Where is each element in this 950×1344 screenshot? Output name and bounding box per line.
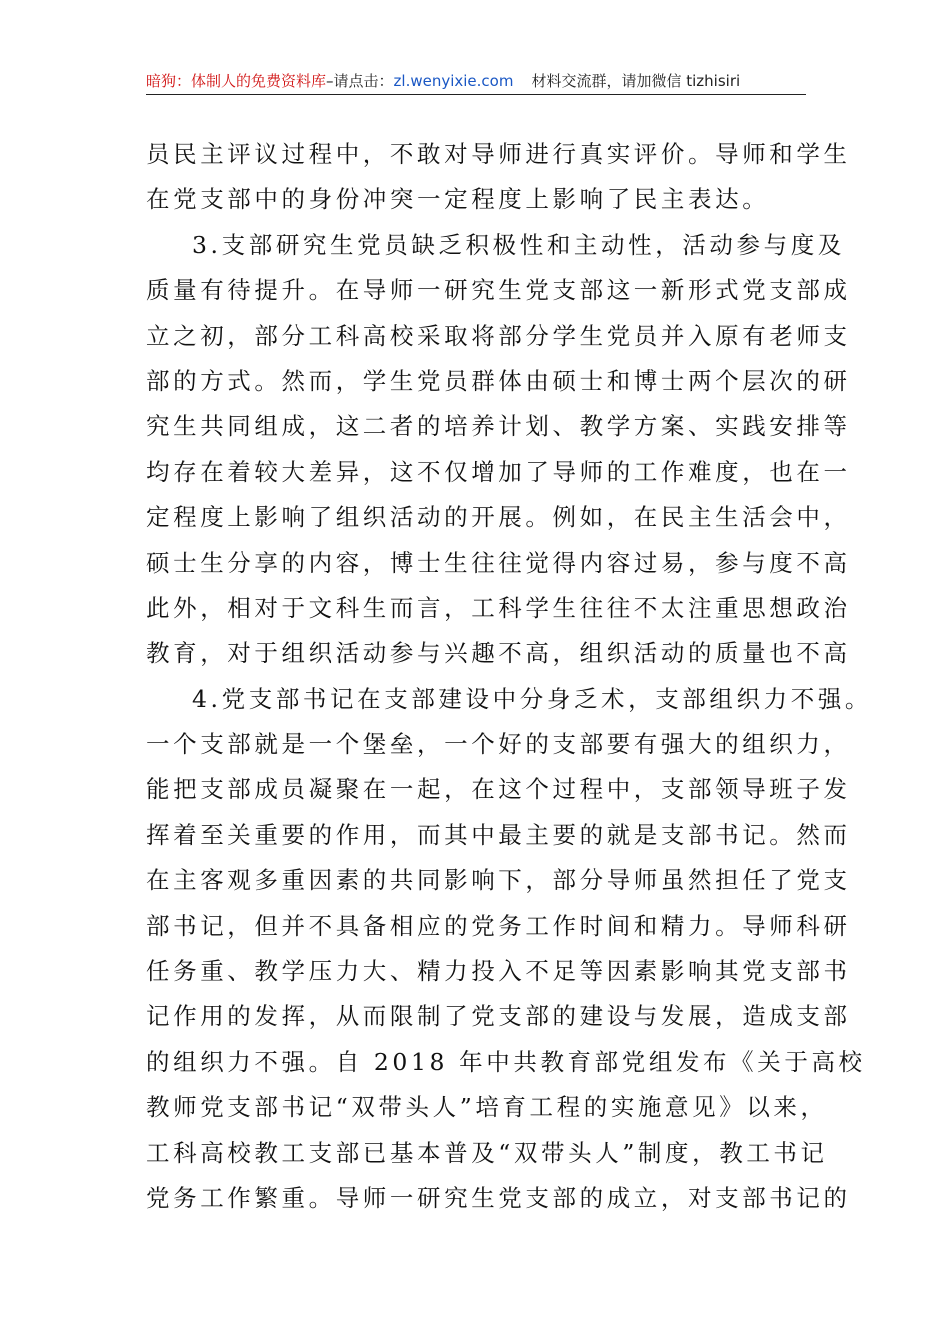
- text-line: 部书记，但并不具备相应的党务工作时间和精力。导师科研: [146, 911, 851, 940]
- text-line: 党务工作繁重。导师一研究生党支部的成立，对支部书记的: [146, 1183, 851, 1212]
- header-click-prompt: –请点击：: [326, 72, 394, 90]
- text-line: 部的方式。然而，学生党员群体由硕士和博士两个层次的研: [146, 366, 851, 395]
- text-line: 能把支部成员凝聚在一起，在这个过程中，支部领导班子发: [146, 775, 851, 804]
- header-url-link[interactable]: zl.wenyixie.com: [393, 72, 514, 90]
- text-line: 在主客观多重因素的共同影响下，部分导师虽然担任了党支: [146, 866, 851, 895]
- text-line: 质量有待提升。在导师一研究生党支部这一新形式党支部成: [146, 276, 851, 305]
- text-line: 员民主评议过程中，不敢对导师进行真实评价。导师和学生: [146, 140, 851, 168]
- text-line: 硕士生分享的内容，博士生往往觉得内容过易，参与度不高: [146, 548, 851, 577]
- text-line: 挥着至关重要的作用，而其中最主要的就是支部书记。然而: [146, 820, 851, 849]
- text-line: 一个支部就是一个堡垒，一个好的支部要有强大的组织力，: [146, 730, 851, 759]
- text-line: 究生共同组成，这二者的培养计划、教学方案、实践安排等: [146, 412, 851, 441]
- header-group-note: 材料交流群，请加微信 tizhisiri: [531, 72, 741, 90]
- text-line: 教师党支部书记“双带头人”培育工程的实施意见》以来，: [146, 1093, 828, 1122]
- header-brand: 暗狗：体制人的免费资料库: [146, 72, 327, 90]
- text-line: 在党支部中的身份冲突一定程度上影响了民主表达。: [146, 185, 770, 214]
- text-line: 工科高校教工支部已基本普及“双带头人”制度，教工书记: [146, 1138, 828, 1167]
- text-line: 的组织力不强。自 2018 年中共教育部党组发布《关于高校: [146, 1047, 866, 1076]
- text-line: 任务重、教学压力大、精力投入不足等因素影响其党支部书: [146, 957, 851, 986]
- text-line: 此外，相对于文科生而言，工科学生往往不太注重思想政治: [146, 593, 851, 622]
- text-line: 记作用的发挥，从而限制了党支部的建设与发展，造成支部: [146, 1002, 851, 1031]
- text-line: 教育，对于组织活动参与兴趣不高，组织活动的质量也不高: [146, 639, 851, 668]
- document-body: [146, 132, 873, 1221]
- text-line: 均存在着较大差异，这不仅增加了导师的工作难度，也在一: [146, 457, 851, 486]
- page-header: [146, 70, 806, 95]
- text-line-section-heading: 4.党支部书记在支部建设中分身乏术，支部组织力不强。: [192, 684, 873, 713]
- text-line: 立之初，部分工科高校采取将部分学生党员并入原有老师支: [146, 321, 851, 350]
- text-line-section-heading: 3.支部研究生党员缺乏积极性和主动性，活动参与度及: [192, 230, 845, 259]
- text-line: 定程度上影响了组织活动的开展。例如，在民主生活会中，: [146, 503, 851, 532]
